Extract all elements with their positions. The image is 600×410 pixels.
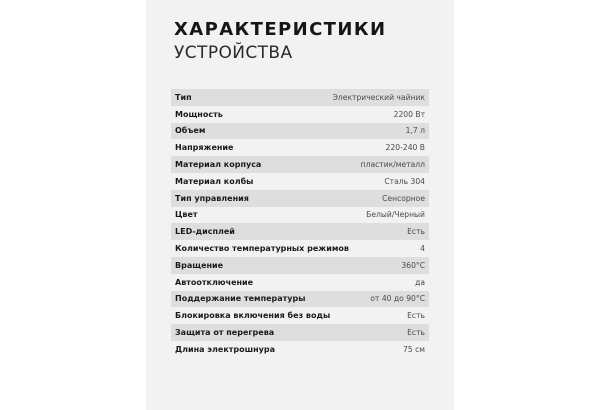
spec-value: 1,7 л [405,126,425,136]
spec-value: Есть [407,328,425,338]
spec-row [171,257,429,274]
spec-label: Материал корпуса [175,160,262,170]
spec-row [171,89,429,106]
spec-value: Электрический чайник [332,92,425,102]
spec-value: Есть [407,227,425,237]
spec-label: Тип [175,92,192,102]
spec-row [171,190,429,207]
spec-label: Защита от перегрева [175,328,275,338]
spec-label: Мощность [175,109,223,119]
spec-card [146,0,454,410]
page-subtitle: УСТРОЙСТВА [174,43,293,63]
spec-value: Есть [407,311,425,321]
spec-label: Блокировка включения без воды [175,311,331,321]
spec-value: да [415,277,425,287]
spec-row [171,223,429,240]
spec-value: 220-240 В [385,143,425,153]
spec-row [171,139,429,156]
spec-value: пластик/металл [360,160,425,170]
spec-value: Белый/Черный [366,210,425,220]
spec-label: LED-дисплей [175,227,235,237]
spec-label: Вращение [175,260,224,270]
spec-row [171,274,429,291]
spec-value: 360°С [401,260,425,270]
spec-value: 2200 Вт [393,109,425,119]
spec-row [171,123,429,140]
spec-row [171,240,429,257]
spec-row [171,106,429,123]
spec-value: 4 [420,244,425,254]
spec-row [171,173,429,190]
spec-row [171,156,429,173]
spec-label: Количество температурных режимов [175,244,349,254]
spec-row [171,207,429,224]
spec-label: Цвет [175,210,198,220]
spec-label: Автоотключение [175,277,254,287]
spec-label: Длина электрошнура [175,344,275,354]
spec-label: Поддержание температуры [175,294,306,304]
spec-label: Материал колбы [175,176,254,186]
spec-table [171,89,429,358]
spec-row [171,291,429,308]
spec-label: Тип управления [175,193,249,203]
spec-row [171,341,429,358]
spec-row [171,307,429,324]
spec-value: Сталь 304 [384,176,425,186]
spec-value: от 40 до 90°С [370,294,425,304]
spec-row [171,324,429,341]
spec-value: Сенсорное [382,193,425,203]
spec-label: Объем [175,126,206,136]
spec-value: 75 см [403,344,425,354]
spec-label: Напряжение [175,143,234,153]
heading [174,20,386,64]
page-title: ХАРАКТЕРИСТИКИ [174,19,387,40]
